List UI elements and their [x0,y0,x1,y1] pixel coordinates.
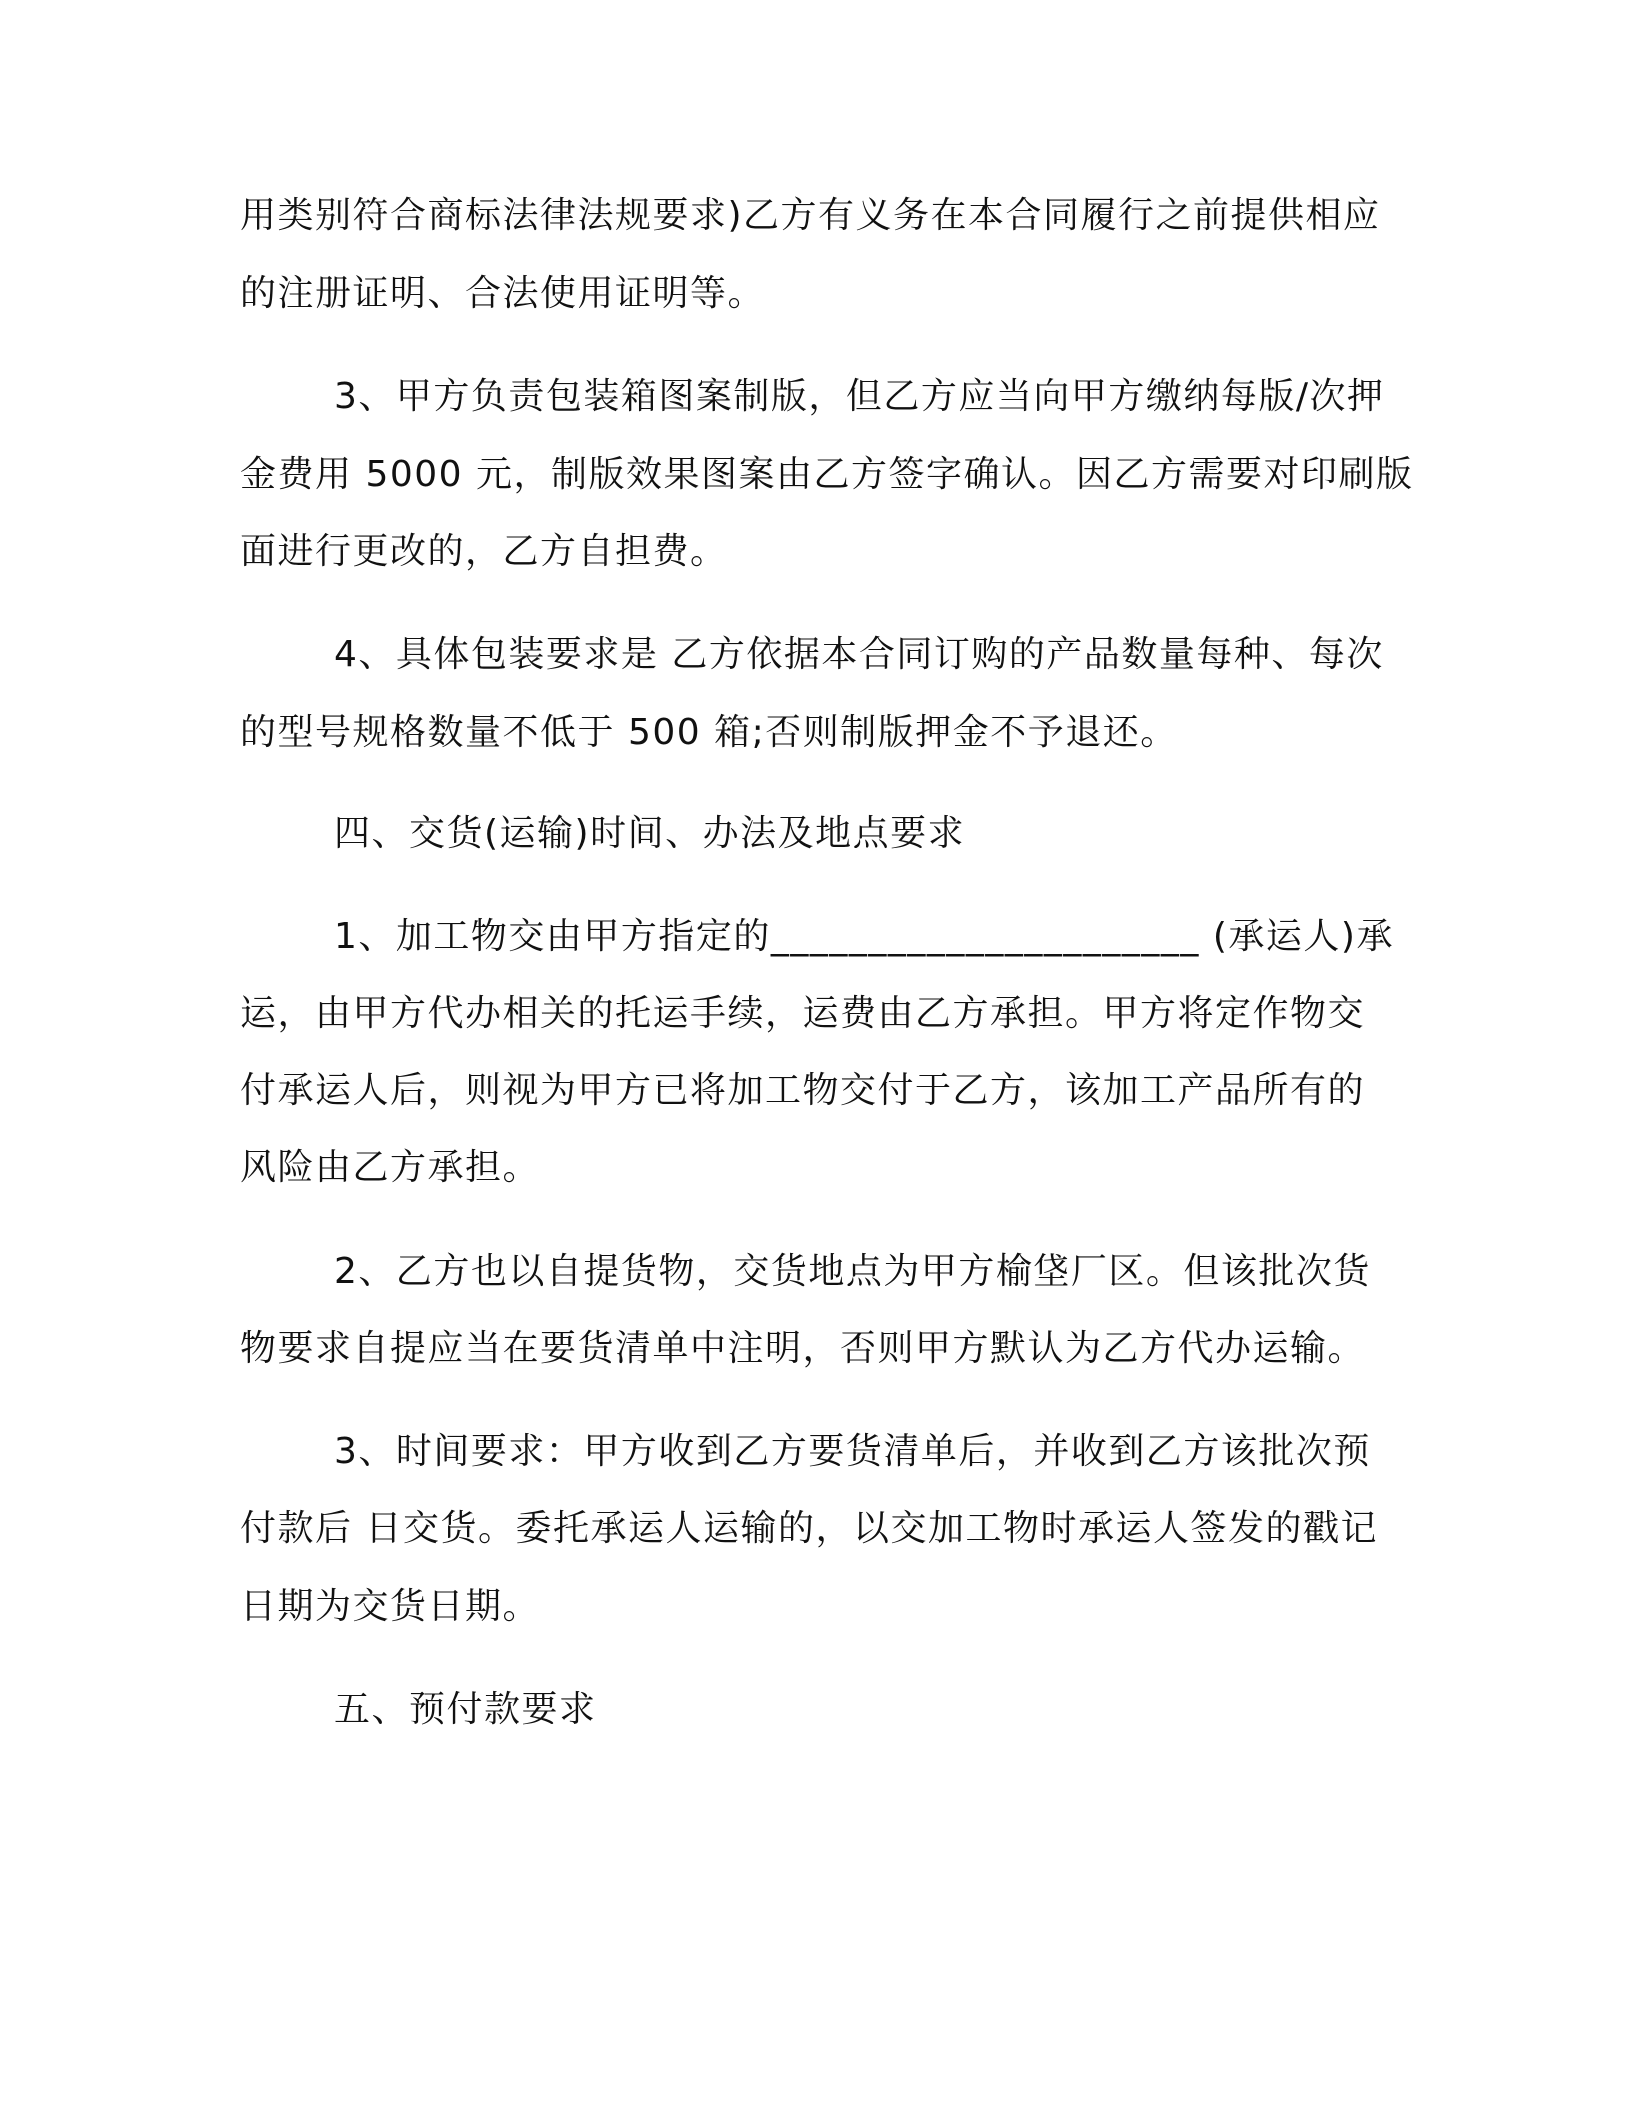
paragraph-3-line: 3、甲方负责包装箱图案制版，但乙方应当向甲方缴纳每版/次押 [334,376,1385,417]
text-line: 用类别符合商标法律法规要求)乙方有义务在本合同履行之前提供相应 [240,195,1381,236]
section-heading-prepayment: 五、预付款要求 [334,1689,597,1730]
text-line: 付承运人后，则视为甲方已将加工物交付于乙方，该加工产品所有的 [240,1070,1366,1111]
text-line: 金费用 5000 元，制版效果图案由乙方签字确认。因乙方需要对印刷版 [240,454,1414,495]
text-line: 的注册证明、合法使用证明等。 [240,273,766,314]
text-line: 的型号规格数量不低于 500 箱;否则制版押金不予退还。 [240,712,1178,753]
section-heading-delivery: 四、交货(运输)时间、办法及地点要求 [334,813,966,854]
delivery-clause-2-line: 2、乙方也以自提货物，交货地点为甲方榆垡厂区。但该批次货 [334,1251,1371,1292]
text-line: 运，由甲方代办相关的托运手续，运费由乙方承担。甲方将定作物交 [240,993,1366,1034]
text-line: 日期为交货日期。 [240,1586,541,1627]
text-line: 物要求自提应当在要货清单中注明，否则甲方默认为乙方代办运输。 [240,1328,1366,1369]
text-line: 面进行更改的，乙方自担费。 [240,531,728,572]
delivery-clause-3-line: 3、时间要求：甲方收到乙方要货清单后，并收到乙方该批次预 [334,1431,1371,1472]
delivery-clause-1-line: 1、加工物交由甲方指定的______________________ (承运人)承 [334,916,1394,957]
paragraph-4-line: 4、具体包装要求是 乙方依据本合同订购的产品数量每种、每次 [334,634,1384,675]
text-line: 付款后 日交货。委托承运人运输的，以交加工物时承运人签发的戳记 [240,1508,1378,1549]
text-line: 风险由乙方承担。 [240,1147,541,1188]
